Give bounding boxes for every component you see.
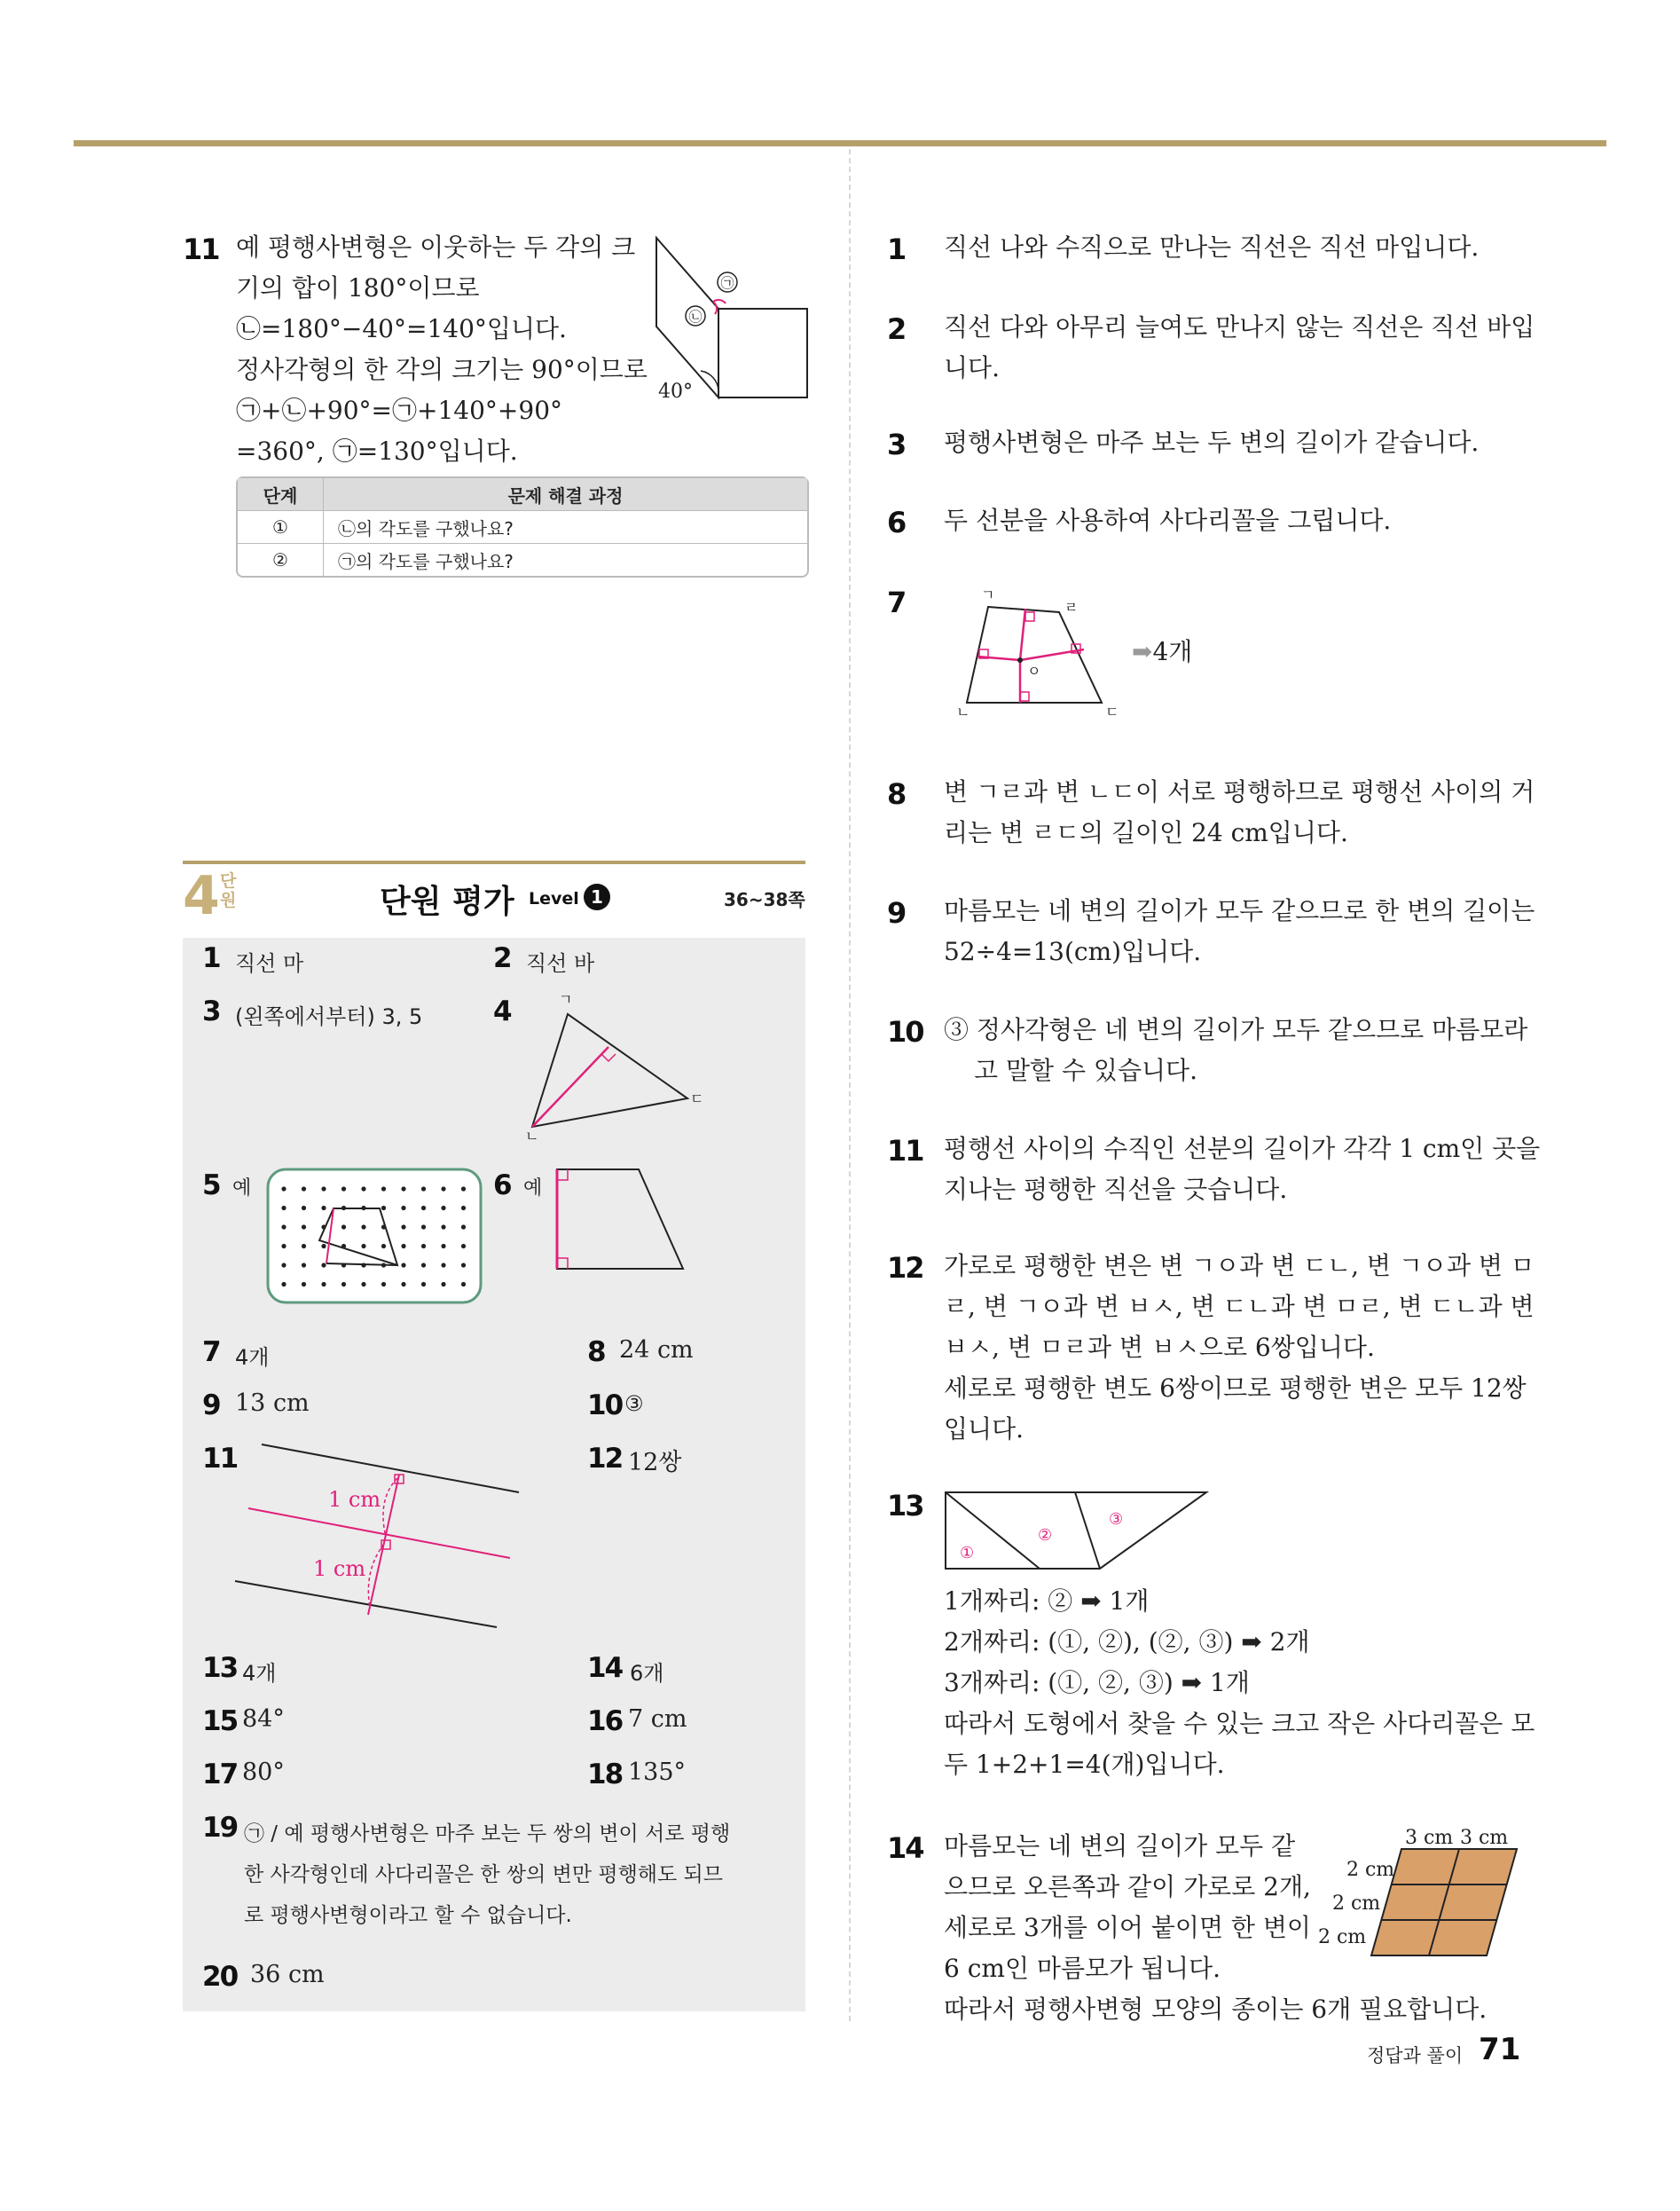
problem-7-result bbox=[1132, 632, 1192, 673]
rubric-table bbox=[236, 476, 809, 578]
problem-13-figure bbox=[944, 1487, 1210, 1572]
example-mark: 예 bbox=[523, 1177, 543, 1200]
grid-dot bbox=[401, 1186, 405, 1191]
label-a: ㉠ bbox=[720, 275, 734, 291]
rubric-header bbox=[238, 478, 807, 510]
solution-line: 직선 나와 수직으로 만나는 직선은 직선 마입니다. bbox=[944, 232, 1480, 262]
solution-line: 가로로 평행한 변은 변 ㄱㅇ과 변 ㄷㄴ, 변 ㄱㅇ과 변 ㅁ bbox=[944, 1251, 1535, 1280]
eval-title: 단원 평가 bbox=[380, 884, 514, 920]
label-angle: 40° bbox=[658, 381, 693, 403]
solution-line: 3개짜리: (①, ②, ③) ➡ 1개 bbox=[944, 1668, 1250, 1697]
rubric-head-process: 문제 해결 과정 bbox=[507, 484, 624, 507]
grid-dot bbox=[401, 1244, 405, 1248]
result-text: 4개 bbox=[1152, 637, 1193, 666]
problem-11-line: 정사각형의 한 각의 크기는 90°이므로 bbox=[236, 355, 648, 384]
answer-number: 10 bbox=[587, 1389, 623, 1421]
answer-19-line: 로 평행사변형이라고 할 수 없습니다. bbox=[244, 1904, 572, 1927]
answer-4-figure bbox=[523, 991, 704, 1145]
grid-dot bbox=[421, 1224, 426, 1229]
grid-dot bbox=[421, 1282, 426, 1286]
rubric-row bbox=[238, 510, 807, 543]
footer-label: 정답과 풀이 bbox=[1367, 2045, 1464, 2066]
problem-number: 6 bbox=[887, 506, 906, 539]
solution-line: 직선 다와 아무리 늘여도 만나지 않는 직선은 직선 바입 bbox=[944, 312, 1535, 342]
solution-line: 두 선분을 사용하여 사다리꼴을 그립니다. bbox=[944, 506, 1392, 535]
distance-label: 1 cm bbox=[313, 1556, 366, 1581]
grid-dot bbox=[321, 1263, 326, 1267]
rubric-desc: ㉠의 각도를 구했나요? bbox=[338, 550, 514, 572]
answer-text: 135° bbox=[628, 1759, 687, 1786]
answer-number: 1 bbox=[202, 942, 220, 974]
grid-dot bbox=[302, 1206, 306, 1210]
answer-number: 19 bbox=[202, 1812, 238, 1844]
grid-dot bbox=[441, 1224, 445, 1229]
dimension-label: 2 cm bbox=[1346, 1859, 1395, 1881]
answer-text: 80° bbox=[242, 1759, 285, 1786]
solution-line: 니다. bbox=[944, 353, 1000, 382]
problem-11-figure bbox=[648, 229, 816, 415]
problem-number: 7 bbox=[887, 586, 906, 619]
solution-line: 두 1+2+1=4(개)입니다. bbox=[944, 1750, 1225, 1779]
answer-text: 직선 바 bbox=[526, 951, 595, 976]
top-rule bbox=[74, 140, 1606, 146]
rubric-head-step: 단계 bbox=[238, 478, 324, 510]
grid-dot bbox=[461, 1282, 466, 1286]
grid-dot bbox=[441, 1282, 445, 1286]
vertex-label: ㄴ bbox=[525, 1128, 539, 1145]
grid-dot bbox=[361, 1244, 365, 1248]
grid-dot bbox=[302, 1224, 306, 1229]
problem-11-line: ㉠+㉡+90°=㉠+140°+90° bbox=[236, 396, 563, 425]
grid-dot bbox=[381, 1186, 386, 1191]
grid-dot bbox=[281, 1186, 286, 1191]
dimension-label: 2 cm bbox=[1318, 1926, 1367, 1948]
problem-number: 10 bbox=[887, 1015, 923, 1049]
problem-number: 13 bbox=[887, 1489, 923, 1523]
answer-number: 12 bbox=[587, 1443, 623, 1475]
grid-dot bbox=[321, 1244, 326, 1248]
answer-number: 15 bbox=[202, 1705, 238, 1737]
region-label: ③ bbox=[1109, 1510, 1124, 1529]
answer-text: 24 cm bbox=[619, 1336, 694, 1364]
solution-line: 입니다. bbox=[944, 1414, 1024, 1444]
dimension-label: 3 cm bbox=[1405, 1827, 1454, 1849]
region-label: ① bbox=[960, 1544, 975, 1562]
answer-number: 5 bbox=[202, 1169, 220, 1201]
problem-11-line: 기의 합이 180°이므로 bbox=[236, 273, 480, 303]
grid-dot bbox=[401, 1224, 405, 1229]
grid-dot bbox=[361, 1186, 365, 1191]
answer-text: ③ bbox=[624, 1391, 644, 1416]
solution-line: 1개짜리: ② ➡ 1개 bbox=[944, 1586, 1150, 1616]
grid-dot bbox=[281, 1263, 286, 1267]
grid-dot bbox=[421, 1244, 426, 1248]
grid-dot bbox=[441, 1186, 445, 1191]
grid-dot bbox=[461, 1224, 466, 1229]
answer-number: 13 bbox=[202, 1652, 238, 1684]
solution-line: 리는 변 ㄹㄷ의 길이인 24 cm입니다. bbox=[944, 818, 1348, 847]
unit-word: 단원 bbox=[220, 871, 237, 910]
problem-number: 14 bbox=[887, 1831, 923, 1865]
solution-line: 따라서 도형에서 찾을 수 있는 크고 작은 사다리꼴은 모 bbox=[944, 1709, 1535, 1738]
grid-dot bbox=[302, 1282, 306, 1286]
grid-dot bbox=[361, 1224, 365, 1229]
grid-dot bbox=[461, 1263, 466, 1267]
grid-dot bbox=[321, 1282, 326, 1286]
grid-dot bbox=[302, 1263, 306, 1267]
grid-dot bbox=[381, 1282, 386, 1286]
solution-line: 변 ㄱㄹ과 변 ㄴㄷ이 서로 평행하므로 평행선 사이의 거 bbox=[944, 777, 1535, 807]
dimension-label: 2 cm bbox=[1332, 1892, 1381, 1915]
vertex-label: ㄹ bbox=[1064, 599, 1079, 616]
rubric-step: ② bbox=[238, 544, 324, 576]
vertex-label: ㄴ bbox=[956, 704, 970, 720]
solution-line: 평행선 사이의 수직인 선분의 길이가 각각 1 cm인 곳을 bbox=[944, 1134, 1541, 1163]
answer-text: 84° bbox=[242, 1705, 285, 1733]
region-label: ② bbox=[1038, 1526, 1053, 1545]
label-b: ㉡ bbox=[688, 309, 703, 325]
grid-dot bbox=[281, 1206, 286, 1210]
answer-text: 4개 bbox=[235, 1345, 270, 1370]
answer-19-line: 한 사각형인데 사다리꼴은 한 쌍의 변만 평행해도 되므 bbox=[244, 1863, 723, 1886]
answer-number: 11 bbox=[202, 1443, 238, 1475]
vertex-label: ㄱ bbox=[559, 991, 573, 1008]
problem-number: 11 bbox=[183, 232, 219, 266]
answer-number: 6 bbox=[493, 1169, 511, 1201]
grid-dot bbox=[381, 1206, 386, 1210]
solution-line: 52÷4=13(cm)입니다. bbox=[944, 937, 1202, 966]
solution-line: 마름모는 네 변의 길이가 모두 같으므로 한 변의 길이는 bbox=[944, 896, 1535, 925]
solution-line: ㄹ, 변 ㄱㅇ과 변 ㅂㅅ, 변 ㄷㄴ과 변 ㅁㄹ, 변 ㄷㄴ과 변 bbox=[944, 1292, 1535, 1321]
grid-dot bbox=[421, 1206, 426, 1210]
rubric-desc: ㉡의 각도를 구했나요? bbox=[338, 517, 514, 539]
vertex-label: ㄱ bbox=[981, 586, 995, 603]
grid-dot bbox=[281, 1282, 286, 1286]
page-range: 36~38쪽 bbox=[724, 889, 805, 910]
dimension-label: 3 cm bbox=[1460, 1827, 1509, 1849]
solution-line: 6 cm인 마름모가 됩니다. bbox=[944, 1954, 1221, 1983]
page-number: 71 bbox=[1479, 2032, 1521, 2067]
vertex-label: ㄷ bbox=[690, 1090, 704, 1107]
unit-number: 4 bbox=[183, 865, 220, 927]
grid-dot bbox=[421, 1263, 426, 1267]
solution-line: 평행사변형은 마주 보는 두 변의 길이가 같습니다. bbox=[944, 428, 1480, 457]
problem-number: 1 bbox=[887, 232, 906, 266]
column-divider bbox=[849, 149, 851, 2021]
answer-text: 12쌍 bbox=[628, 1449, 682, 1476]
solution-line: 마름모는 네 변의 길이가 모두 같 bbox=[944, 1831, 1296, 1861]
problem-number: 3 bbox=[887, 428, 906, 461]
rubric-row bbox=[238, 543, 807, 576]
answer-11-figure bbox=[235, 1437, 519, 1633]
solution-line: ㅂㅅ, 변 ㅁㄹ과 변 ㅂㅅ으로 6쌍입니다. bbox=[944, 1333, 1375, 1362]
grid-dot bbox=[341, 1186, 346, 1191]
vertex-label: ㅇ bbox=[1027, 663, 1041, 680]
grid-dot bbox=[401, 1282, 405, 1286]
grid-dot bbox=[421, 1186, 426, 1191]
vertex-label: ㄷ bbox=[1105, 704, 1119, 720]
grid-dot bbox=[461, 1206, 466, 1210]
answer-text: 6개 bbox=[630, 1661, 664, 1686]
rubric-step: ① bbox=[238, 511, 324, 543]
solution-line: 지나는 평행한 직선을 긋습니다. bbox=[944, 1175, 1288, 1204]
problem-number: 12 bbox=[887, 1251, 923, 1285]
answer-text: 직선 마 bbox=[235, 951, 304, 976]
grid-dot bbox=[341, 1224, 346, 1229]
grid-dot bbox=[461, 1244, 466, 1248]
solution-line: 2개짜리: (①, ②), (②, ③) ➡ 2개 bbox=[944, 1627, 1310, 1656]
grid-dot bbox=[341, 1282, 346, 1286]
answer-19-line: ㉠ / 예 평행사변형은 마주 보는 두 쌍의 변이 서로 평행 bbox=[244, 1822, 731, 1845]
eval-top-rule bbox=[183, 861, 805, 864]
answer-number: 8 bbox=[587, 1336, 605, 1368]
problem-7-figure bbox=[944, 586, 1139, 719]
eval-header bbox=[183, 866, 805, 937]
problem-14-figure bbox=[1313, 1821, 1522, 1959]
solution-line: 고 말할 수 있습니다. bbox=[974, 1056, 1197, 1085]
problem-number: 2 bbox=[887, 312, 906, 346]
grid-dot bbox=[401, 1263, 405, 1267]
solution-line: 으므로 오른쪽과 같이 가로로 2개, bbox=[944, 1872, 1311, 1901]
grid-dot bbox=[281, 1244, 286, 1248]
grid-dot bbox=[441, 1206, 445, 1210]
answer-text: 7 cm bbox=[628, 1705, 687, 1733]
answer-text: (왼쪽에서부터) 3, 5 bbox=[235, 1004, 423, 1029]
answer-number: 16 bbox=[587, 1705, 623, 1737]
problem-11-line: 예 평행사변형은 이웃하는 두 각의 크 bbox=[236, 232, 636, 262]
distance-label: 1 cm bbox=[328, 1487, 381, 1512]
problem-11-line: =360°, ㉠=130°입니다. bbox=[236, 437, 518, 466]
answer-number: 4 bbox=[493, 995, 511, 1027]
level-badge: 1 bbox=[584, 884, 610, 910]
answer-number: 17 bbox=[202, 1759, 238, 1790]
grid-dot bbox=[302, 1186, 306, 1191]
answer-number: 20 bbox=[202, 1961, 238, 1993]
example-mark: 예 bbox=[232, 1177, 252, 1200]
grid-dot bbox=[441, 1263, 445, 1267]
answer-number: 14 bbox=[587, 1652, 623, 1684]
problem-number: 9 bbox=[887, 896, 906, 930]
arrow-icon: ➡ bbox=[1132, 637, 1153, 666]
answer-number: 7 bbox=[202, 1336, 220, 1368]
grid-dot bbox=[281, 1224, 286, 1229]
solution-line: 세로로 3개를 이어 붙이면 한 변이 bbox=[944, 1913, 1311, 1942]
solution-line: 따라서 평행사변형 모양의 종이는 6개 필요합니다. bbox=[944, 1995, 1488, 2024]
grid-dot bbox=[381, 1244, 386, 1248]
solution-line: ③ 정사각형은 네 변의 길이가 모두 같으므로 마름모라 bbox=[944, 1015, 1528, 1044]
level-word: Level bbox=[529, 889, 579, 909]
problem-number: 11 bbox=[887, 1134, 923, 1168]
solution-line: 세로로 평행한 변도 6쌍이므로 평행한 변은 모두 12쌍 bbox=[944, 1373, 1527, 1403]
answer-number: 2 bbox=[493, 942, 511, 974]
answer-text: 13 cm bbox=[235, 1389, 310, 1417]
grid-dot bbox=[401, 1206, 405, 1210]
answer-text: 36 cm bbox=[250, 1961, 325, 1988]
dot-grid-figure bbox=[266, 1168, 483, 1306]
problem-11-line: ㉡=180°−40°=140°입니다. bbox=[236, 314, 567, 343]
problem-number: 8 bbox=[887, 777, 906, 811]
answer-number: 18 bbox=[587, 1759, 623, 1790]
grid-dot bbox=[441, 1244, 445, 1248]
grid-dot bbox=[302, 1244, 306, 1248]
grid-dot bbox=[461, 1186, 466, 1191]
answer-6-figure bbox=[550, 1162, 701, 1276]
answer-text: 4개 bbox=[242, 1661, 277, 1686]
grid-dot bbox=[321, 1206, 326, 1210]
answer-number: 9 bbox=[202, 1389, 220, 1421]
answer-number: 3 bbox=[202, 995, 220, 1027]
grid-dot bbox=[361, 1282, 365, 1286]
grid-dot bbox=[321, 1186, 326, 1191]
